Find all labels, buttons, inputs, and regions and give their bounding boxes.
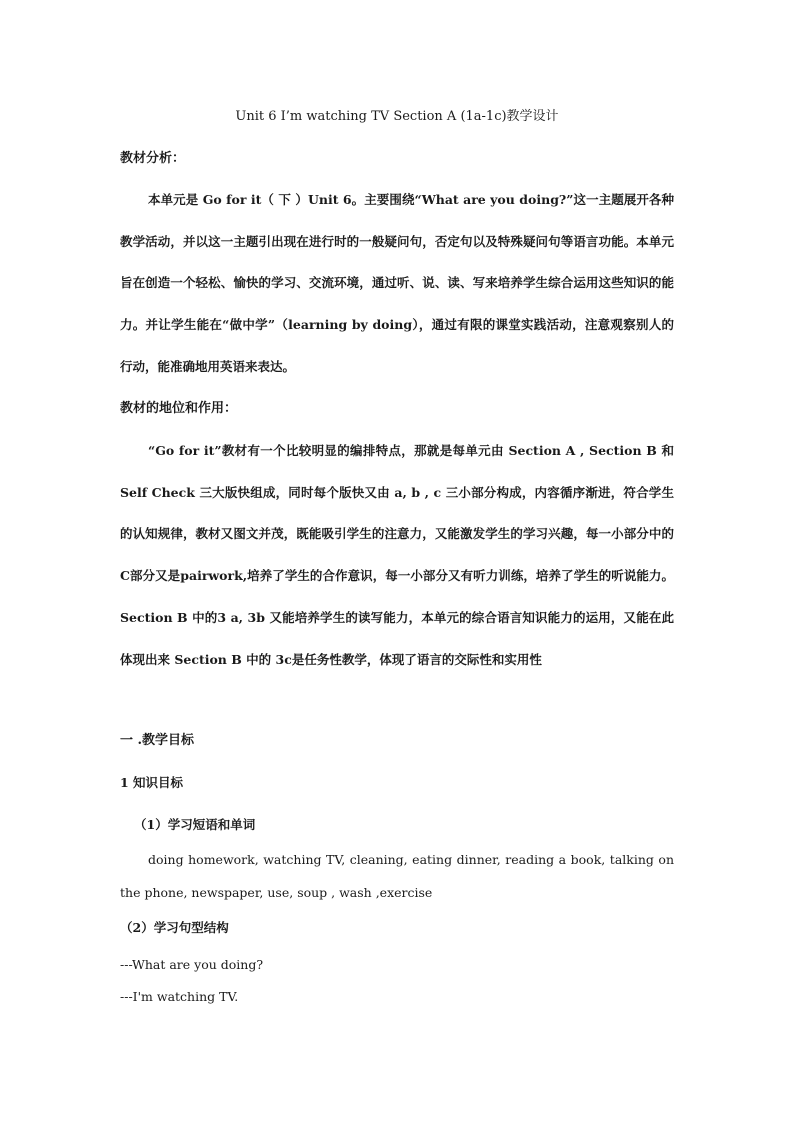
dialog-question: ---What are you doing? xyxy=(120,957,264,972)
paragraph-textbook-role: “Go for it”教材有一个比较明显的编排特点，那就是每单元由 Section A , Section B 和 Self Check 三大版快组成，同时每个版快又由 a, b , c 三小部分构成，内容循序渐进，符合学生的认知规律，教材又图文并茂，既能吸引学生的注意力，又能激发学生的学习兴趣，每一小部分中的C部分又是pairwork,培养了学生的合作意识，每一小部分又有听力训练，培养了学生的听说能力。Section B 中的3 a, 3b 又能培养学生的读写能力，本单元的综合语言知识能力的运用，又能在此体现出来 Section B 中的 3c是任务性教学，体现了语言的交际性和实用性 xyxy=(120,443,674,667)
document-title: Unit 6 I’m watching TV Section A (1a-1c)教学设计 xyxy=(235,109,559,124)
subheading-phrases-words: （1）学习短语和单词 xyxy=(134,817,256,832)
section-heading-teaching-objectives: 一 .教学目标 xyxy=(120,733,195,748)
dialog-answer: ---I'm watching TV. xyxy=(120,989,239,1004)
subheading-sentence-structure: （2）学习句型结构 xyxy=(120,920,229,935)
paragraph-textbook-analysis: 本单元是 Go for it（ 下 ）Unit 6。主要围绕“What are you doing?”这一主题展开各种教学活动，并以这一主题引出现在进行时的一般疑问句，否定句以及特殊疑问句等语言功能。本单元旨在创造一个轻松、愉快的学习、交流环境，通过听、说、读、写来培养学生综合运用这些知识的能力。并让学生能在“做中学”（learning by doing），通过有限的课堂实践活动，注意观察别人的行动，能准确地用英语来表达。 xyxy=(120,192,674,374)
section-heading-textbook-role: 教材的地位和作用： xyxy=(120,401,238,416)
vocabulary-list: doing homework, watching TV, cleaning, eating dinner, reading a book, talking on the phone, newspaper, use, soup , wash ,exercise xyxy=(120,852,674,900)
objective-knowledge: 1 知识目标 xyxy=(120,775,184,790)
section-heading-textbook-analysis: 教材分析： xyxy=(120,151,186,166)
